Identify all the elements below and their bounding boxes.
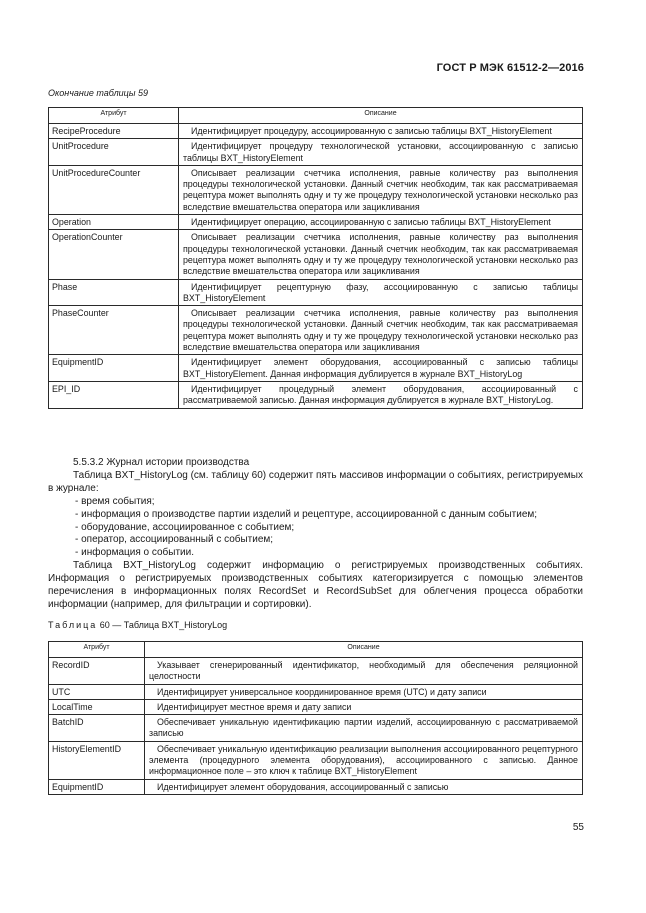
description-cell: Идентифицирует универсальное координированное время (UTC) и дату записи xyxy=(145,684,583,699)
description-cell: Описывает реализации счетчика исполнения, равные количеству раз выполнения процедуры технологической установки. Данный счетчик необходим, так как рассматриваемая рецептура может выполнять одну и ту же процедуру технологической установки несколько раз вследствие вмешательства оператора или зацикливания xyxy=(179,306,583,355)
description-cell: Обеспечивает уникальную идентификацию партии изделий, ассоциированную с рассматриваемой записью xyxy=(145,715,583,742)
paragraph: Таблица BXT_HistoryLog содержит информацию о регистрируемых производственных событиях. Информация о регистрируемых производственных событиях категоризируется с помощью элементов перечисления в информационных полях RecordSet и RecordSubSet для облегчения процесса обработки информации (например, для фильтрации и сортировки). xyxy=(48,560,583,610)
table-row xyxy=(49,165,583,214)
description-cell: Идентифицирует операцию, ассоциированную с записью таблицы BXT_HistoryElement xyxy=(179,215,583,230)
attribute-cell: EquipmentID xyxy=(49,779,145,794)
description-cell: Идентифицирует рецептурную фазу, ассоциированную с записью таблицы BXT_HistoryElement xyxy=(179,279,583,306)
table-row xyxy=(49,230,583,279)
attribute-cell: Operation xyxy=(49,215,179,230)
attribute-cell: Phase xyxy=(49,279,179,306)
description-cell: Указывает сгенерированный идентификатор, необходимый для обеспечения реляционной целостности xyxy=(145,658,583,685)
attribute-cell: BatchID xyxy=(49,715,145,742)
table60-caption xyxy=(48,620,227,630)
attribute-cell: HistoryElementID xyxy=(49,741,145,779)
table-row xyxy=(49,215,583,230)
column-header-attribute: Атрибут xyxy=(49,642,145,658)
attribute-cell: EquipmentID xyxy=(49,355,179,382)
standard-designation: ГОСТ Р МЭК 61512-2—2016 xyxy=(436,62,584,74)
description-cell: Идентифицирует процедуру технологической установки, ассоциированную с записью таблицы BXT_HistoryElement xyxy=(179,139,583,166)
section-heading: 5.5.3.2 Журнал истории производства xyxy=(73,457,250,468)
description-cell: Описывает реализации счетчика исполнения, равные количеству раз выполнения процедуры технологической установки. Данный счетчик необходим, так как рассматриваемая рецептура может выполнять одну и ту же процедуру технологической установки несколько раз вследствие вмешательства оператора или зацикливания xyxy=(179,165,583,214)
column-header-attribute: Атрибут xyxy=(49,108,179,124)
description-cell: Идентифицирует элемент оборудования, ассоциированный с записью таблицы BXT_HistoryElement. Данная информация дублируется в журнале BXT_HistoryLog xyxy=(179,355,583,382)
description-cell: Идентифицирует процедурный элемент оборудования, ассоциированный с рассматриваемой записью. Данная информация дублируется в журнале BXT_HistoryLog. xyxy=(179,381,583,408)
table-row xyxy=(49,684,583,699)
table-row xyxy=(49,658,583,685)
table60-caption-prefix: Таблица xyxy=(48,620,98,630)
table-row xyxy=(49,279,583,306)
attribute-cell: PhaseCounter xyxy=(49,306,179,355)
table-row xyxy=(49,306,583,355)
table60-caption-title: 60 — Таблица BXT_HistoryLog xyxy=(97,620,228,630)
table-row xyxy=(49,381,583,408)
table-row xyxy=(49,741,583,779)
column-header-description: Описание xyxy=(179,108,583,124)
attribute-cell: UnitProcedure xyxy=(49,139,179,166)
description-cell: Обеспечивает уникальную идентификацию реализации выполнения ассоциированного рецептурного элемента (процедурного элемента оборудования), ассоциированного с записью. Данное информационное поле – это ключ к таблице BXT_HistoryElement xyxy=(145,741,583,779)
description-cell: Идентифицирует элемент оборудования, ассоциированный с записью xyxy=(145,779,583,794)
bullet-item: - информация о производстве партии изделий и рецептуре, ассоциированной с данным событием; xyxy=(75,508,538,520)
attribute-cell: UnitProcedureCounter xyxy=(49,165,179,214)
attribute-cell: LocalTime xyxy=(49,699,145,714)
table-header-row xyxy=(49,108,583,124)
attribute-cell: RecipeProcedure xyxy=(49,124,179,139)
table-row xyxy=(49,715,583,742)
description-cell: Идентифицирует местное время и дату записи xyxy=(145,699,583,714)
bullet-item: - оборудование, ассоциированное с событием; xyxy=(75,521,295,533)
table-row xyxy=(49,139,583,166)
column-header-description: Описание xyxy=(145,642,583,658)
table-row xyxy=(49,699,583,714)
table59-caption: Окончание таблицы 59 xyxy=(48,88,148,98)
attribute-cell: UTC xyxy=(49,684,145,699)
bullet-item: - информация о событии. xyxy=(75,547,194,559)
attribute-cell: RecordID xyxy=(49,658,145,685)
table-row xyxy=(49,779,583,794)
page-number: 55 xyxy=(572,822,584,833)
table-row xyxy=(49,124,583,139)
paragraph: Таблица BXT_HistoryLog (см. таблицу 60) содержит пять массивов информации о событиях, регистрируемых в журнале: xyxy=(48,469,583,494)
attribute-cell: OperationCounter xyxy=(49,230,179,279)
body-text xyxy=(48,457,583,612)
attribute-cell: EPI_ID xyxy=(49,381,179,408)
table-header-row xyxy=(49,642,583,658)
description-cell: Описывает реализации счетчика исполнения, равные количеству раз выполнения процедуры технологической установки. Данный счетчик необходим, так как рассматриваемая рецептура может выполнять одну и ту же процедуру технологической установки несколько раз вследствие вмешательства оператора или зацикливания xyxy=(179,230,583,279)
bullet-item: - время события; xyxy=(75,495,155,507)
table-row xyxy=(49,355,583,382)
table-59 xyxy=(48,107,583,409)
bullet-item: - оператор, ассоциированный с событием; xyxy=(75,534,274,546)
description-cell: Идентифицирует процедуру, ассоциированную с записью таблицы BXT_HistoryElement xyxy=(179,124,583,139)
table-60 xyxy=(48,641,583,795)
